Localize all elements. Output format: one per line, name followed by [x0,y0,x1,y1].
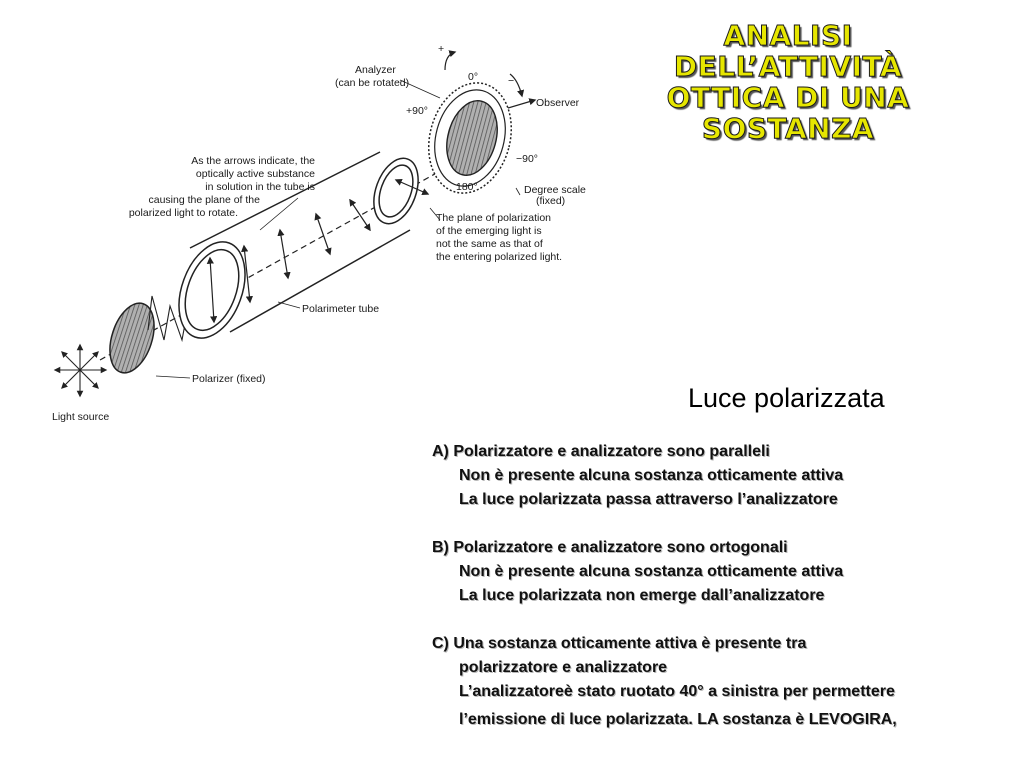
label-180: 180° [456,181,478,193]
list-item [432,632,1012,732]
svg-text:optically active substance: optically active substance [195,168,315,180]
label-observer: Observer [536,97,580,109]
notes-list [432,440,1012,756]
label-degree-scale-sub: (fixed) [536,195,566,207]
svg-text:causing the plane of the: causing the plane of the [148,194,260,206]
item-line: l’emissione di luce polarizzata. LA sostanza è LEVOGIRA, [459,711,897,728]
label-plus-90: +90° [406,105,429,117]
arrows-note [129,155,315,219]
label-plus: + [438,43,445,55]
label-analyzer-sub: (can be rotated) [335,77,410,89]
svg-text:of the emerging light is: of the emerging light is [436,225,542,237]
list-item [432,440,1012,512]
item-line: L’analizzatoreè stato ruotato 40° a sinistra per permettere [459,683,895,700]
item-heading: C) Una sostanza otticamente attiva è presente tra [432,635,807,652]
polarizer-disk [102,298,162,379]
item-line: polarizzatore e analizzatore [459,659,668,676]
polarimeter-diagram [40,40,610,430]
label-zero-deg: 0° [468,71,479,83]
section-subtitle: Luce polarizzata [688,383,885,413]
item-line: La luce polarizzata non emerge dall’analizzatore [459,587,825,604]
item-line: Non è presente alcuna sostanza otticamente attiva [459,563,844,580]
label-minus: − [508,75,515,87]
label-degree-scale: Degree scale [524,184,586,196]
svg-text:in solution in the tube is: in solution in the tube is [205,181,315,193]
svg-text:polarized light to rotate.: polarized light to rotate. [128,207,238,219]
label-minus-90: −90° [516,153,539,165]
plane-note [436,212,562,263]
label-analyzer: Analyzer [355,64,396,76]
item-line: Non è presente alcuna sostanza otticamente attiva [459,467,844,484]
svg-text:As the arrows indicate, the: As the arrows indicate, the [191,155,315,167]
item-heading: A) Polarizzatore e analizzatore sono paralleli [432,443,770,460]
list-item [432,536,1012,608]
svg-text:not the same as that of: not the same as that of [436,238,543,250]
svg-text:the entering polarized light.: the entering polarized light. [436,251,563,263]
svg-text:The plane of polarization: The plane of polarization [436,212,551,224]
item-line: La luce polarizzata passa attraverso l’analizzatore [459,491,838,508]
label-light-source: Light source [52,411,110,423]
label-polarizer: Polarizer (fixed) [192,373,266,385]
page-title: ANALISI DELL’ATTIVITÀ OTTICA DI UNA SOSTANZA [666,19,910,145]
observer-arrow [508,100,535,108]
light-source-icon [55,345,106,396]
label-polarimeter-tube: Polarimeter tube [302,303,380,315]
item-heading: B) Polarizzatore e analizzatore sono ortogonali [432,539,788,556]
